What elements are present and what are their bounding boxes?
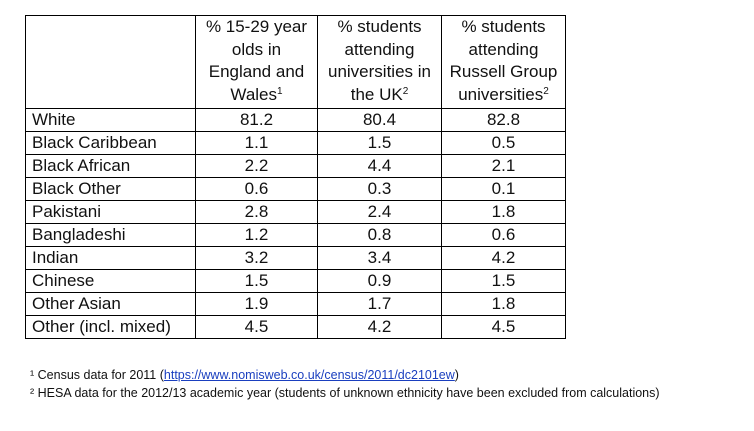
cell-value: 4.5 <box>442 316 566 339</box>
footnote-1-close: ) <box>454 368 459 382</box>
cell-value: 4.2 <box>442 247 566 270</box>
footnote-2-text: HESA data for the 2012/13 academic year (students of unknown ethnicity have been excluded from calculations) <box>37 386 660 400</box>
row-label: Bangladeshi <box>26 224 196 247</box>
row-label: Chinese <box>26 270 196 293</box>
cell-value: 0.8 <box>318 224 442 247</box>
footnotes <box>30 366 660 402</box>
row-label: Black African <box>26 155 196 178</box>
table-row <box>26 316 566 339</box>
cell-value: 1.9 <box>196 293 318 316</box>
header-blank-cell <box>26 16 196 109</box>
cell-value: 1.8 <box>442 201 566 224</box>
footnote-1 <box>30 366 660 384</box>
table-row <box>26 201 566 224</box>
row-label: Other Asian <box>26 293 196 316</box>
cell-value: 0.6 <box>196 178 318 201</box>
ethnicity-table <box>25 15 566 339</box>
cell-value: 3.2 <box>196 247 318 270</box>
cell-value: 3.4 <box>318 247 442 270</box>
cell-value: 4.5 <box>196 316 318 339</box>
cell-value: 2.2 <box>196 155 318 178</box>
table-row <box>26 293 566 316</box>
cell-value: 2.1 <box>442 155 566 178</box>
footnote-1-marker: ¹ <box>30 368 35 382</box>
row-label: Black Caribbean <box>26 132 196 155</box>
footnote-2 <box>30 384 660 402</box>
cell-value: 1.5 <box>442 270 566 293</box>
header-row <box>26 16 566 109</box>
header-uk-universities: % students attending universities in the $UK^2$ <box>318 16 442 109</box>
row-label: Indian <box>26 247 196 270</box>
cell-value: 81.2 <box>196 109 318 132</box>
cell-value: 1.5 <box>318 132 442 155</box>
cell-value: 0.5 <box>442 132 566 155</box>
cell-value: 80.4 <box>318 109 442 132</box>
cell-value: 1.2 <box>196 224 318 247</box>
row-label: Black Other <box>26 178 196 201</box>
cell-value: 1.8 <box>442 293 566 316</box>
header-england-wales: % 15-29 year olds in England and Wales$^1$ <box>196 16 318 109</box>
table-row <box>26 155 566 178</box>
row-label: Pakistani <box>26 201 196 224</box>
row-label: White <box>26 109 196 132</box>
cell-value: 1.1 <box>196 132 318 155</box>
cell-value: 82.8 <box>442 109 566 132</box>
table-row <box>26 178 566 201</box>
cell-value: 4.4 <box>318 155 442 178</box>
footnote-1-text: Census data for 2011 ( <box>37 368 164 382</box>
table-row <box>26 132 566 155</box>
table-row <box>26 224 566 247</box>
row-label: Other (incl. mixed) <box>26 316 196 339</box>
census-link[interactable]: https://www.nomisweb.co.uk/census/2011/dc2101ew <box>163 368 455 382</box>
cell-value: 1.7 <box>318 293 442 316</box>
header-russell-group: % students attending Russell Group universities$^2$ <box>442 16 566 109</box>
cell-value: 0.3 <box>318 178 442 201</box>
cell-value: 1.5 <box>196 270 318 293</box>
cell-value: 2.4 <box>318 201 442 224</box>
cell-value: 2.8 <box>196 201 318 224</box>
cell-value: 0.1 <box>442 178 566 201</box>
table-row <box>26 270 566 293</box>
cell-value: 0.9 <box>318 270 442 293</box>
cell-value: 0.6 <box>442 224 566 247</box>
footnote-2-marker: ² <box>30 386 35 400</box>
table-row <box>26 247 566 270</box>
cell-value: 4.2 <box>318 316 442 339</box>
table-row <box>26 109 566 132</box>
